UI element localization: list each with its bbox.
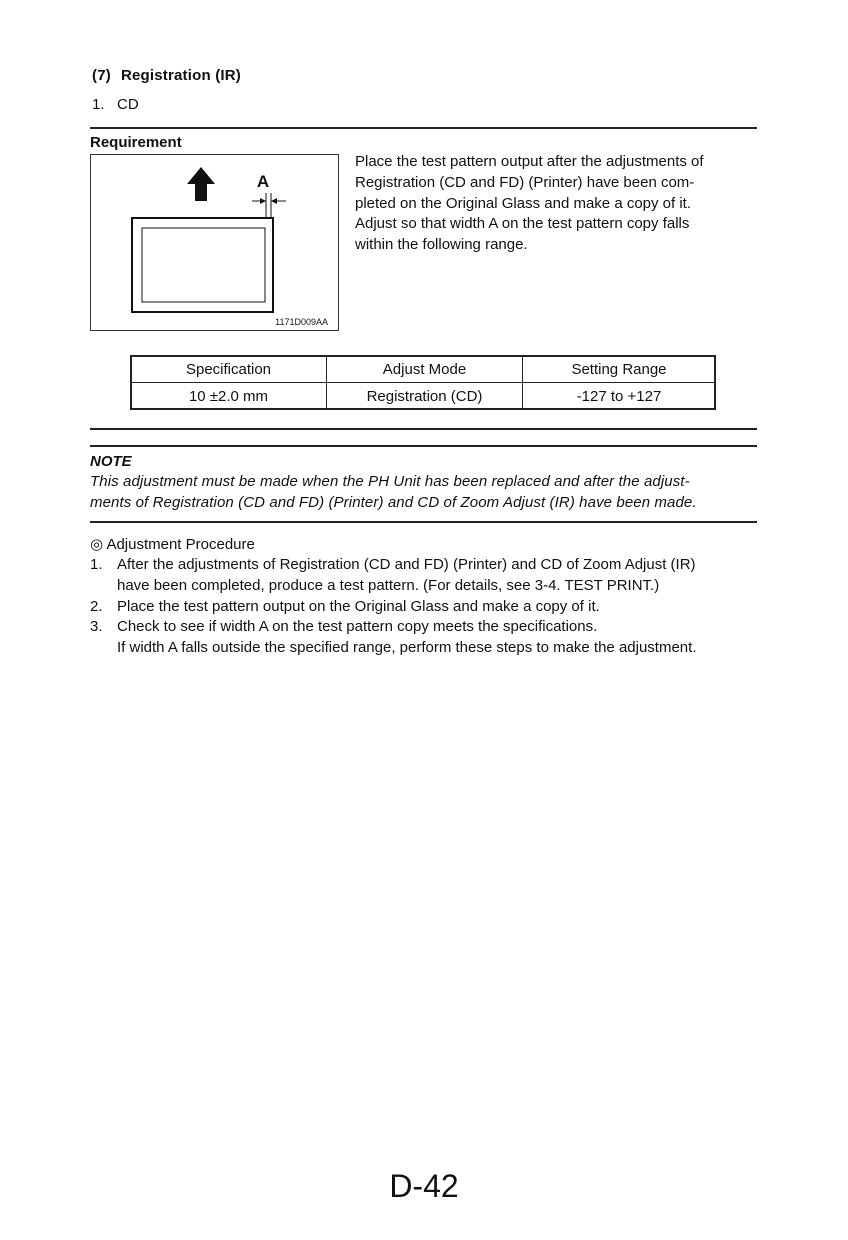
divider-note-end [90, 521, 757, 523]
requirement-line: pleted on the Original Glass and make a copy of it. [355, 194, 692, 212]
table-header-cell: Setting Range [523, 356, 716, 383]
width-a-label: A [256, 172, 270, 191]
sub-item-heading [92, 96, 139, 113]
note-label: NOTE [90, 453, 132, 470]
paper-outline [132, 218, 273, 312]
requirement-line: Adjust so that width A on the test pattern copy falls [355, 215, 690, 233]
sub-item-number: 1. [92, 96, 105, 113]
requirement-line: Registration (CD and FD) (Printer) have been com- [355, 173, 695, 191]
note-line: ments of Registration (CD and FD) (Printer) and CD of Zoom Adjust (IR) have been made. [90, 494, 697, 511]
divider-note-start [90, 445, 757, 447]
section-title [92, 67, 241, 84]
table-row [131, 383, 716, 410]
procedure-list [90, 555, 770, 659]
step-line: have been completed, produce a test pattern. (For details, see 3-4. TEST PRINT.) [117, 576, 660, 594]
step-line: If width A falls outside the specified range, perform these steps to make the adjustment. [117, 639, 697, 657]
procedure-step [90, 617, 770, 659]
procedure-heading [90, 535, 255, 553]
requirement-figure [90, 154, 339, 331]
step-number: 2. [90, 597, 103, 615]
requirement-text [355, 152, 750, 256]
procedure-step [90, 555, 770, 597]
section-title-text: Registration (IR) [120, 67, 242, 84]
note-text [90, 471, 760, 513]
step-line: After the adjustments of Registration (CD and FD) (Printer) and CD of Zoom Adjust (IR) [117, 556, 696, 573]
procedure-symbol-icon: ◎ [90, 536, 104, 553]
divider-requirement-end [90, 428, 757, 430]
procedure-heading-text: Adjustment Procedure [106, 536, 255, 553]
section-number: (7) [92, 67, 111, 84]
table-cell: -127 to +127 [523, 383, 716, 410]
test-pattern-diagram [91, 155, 338, 330]
requirement-line: Place the test pattern output after the adjustments of [355, 153, 704, 170]
table-cell: 10 ±2.0 mm [131, 383, 327, 410]
step-line: Place the test pattern output on the Original Glass and make a copy of it. [117, 597, 600, 615]
procedure-step [90, 597, 770, 618]
table-header-cell: Adjust Mode [327, 356, 523, 383]
step-number: 3. [90, 618, 103, 636]
sub-item-label: CD [117, 96, 139, 113]
page-number: D-42 [389, 1168, 459, 1204]
table-header-row [131, 356, 716, 383]
table-cell: Registration (CD) [327, 383, 523, 410]
figure-code: 1171D009AA [275, 317, 328, 327]
table-header-cell: Specification [131, 356, 327, 383]
pattern-outline [142, 228, 265, 302]
note-line: This adjustment must be made when the PH Unit has been replaced and after the adjust- [90, 473, 690, 490]
requirement-label: Requirement [90, 134, 182, 151]
divider-top [90, 127, 757, 129]
step-number: 1. [90, 556, 103, 573]
step-line: Check to see if width A on the test pattern copy meets the specifications. [117, 618, 598, 636]
requirement-line: within the following range. [355, 236, 528, 254]
feed-direction-arrow-icon [187, 167, 215, 201]
specification-table [130, 355, 716, 410]
